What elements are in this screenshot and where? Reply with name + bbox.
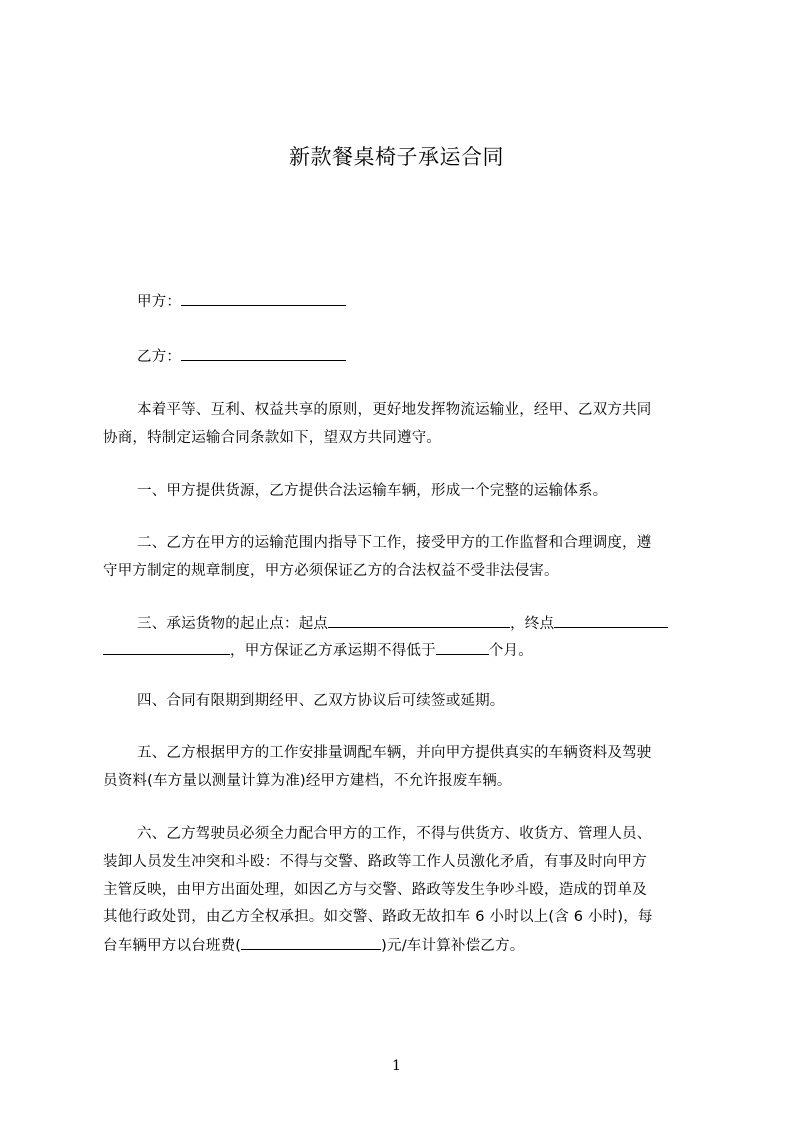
term-months-blank — [436, 639, 489, 655]
party-b-label: 乙方： — [137, 349, 182, 365]
preamble-line: 协商，特制定运输合同条款如下，望双方共同遵守。 — [103, 430, 442, 446]
clause-6-line — [103, 934, 703, 956]
destination-blank — [554, 612, 668, 628]
clause-2-line: 守甲方制定的规章制度，甲方必须保证乙方的合法权益不受非法侵害。 — [103, 563, 559, 579]
party-a-line — [103, 290, 737, 312]
clause-4-line: 四、合同有限期到期经甲、乙双方协议后可续签或延期。 — [137, 693, 505, 709]
clause-3-prefix: 三、承运货物的起止点：起点 — [137, 616, 329, 632]
shift-fee-blank — [241, 934, 381, 950]
clause-3-line2-mid: ，甲方保证乙方承运期不得低于 — [230, 643, 436, 659]
clause-6-line: 装卸人员发生冲突和斗殴：不得与交警、路政等工作人员激化矛盾，有事及时向甲方 — [103, 854, 647, 870]
party-a-label: 甲方： — [137, 294, 182, 310]
clause-1-line: 一、甲方提供货源，乙方提供合法运输车辆，形成一个完整的运输体系。 — [137, 483, 608, 499]
preamble-line: 本着平等、互利、权益共享的原则，更好地发挥物流运输业，经甲、乙双方共同 — [137, 402, 652, 418]
clause-5-line: 五、乙方根据甲方的工作安排量调配车辆，并向甲方提供真实的车辆资料及驾驶 — [137, 745, 652, 761]
clause-3-mid: ，终点 — [510, 616, 555, 632]
clause-5-line: 员资料(车方量以测量计算为准)经甲方建档，不允许报废车辆。 — [103, 773, 512, 789]
clause-6-line: 其他行政处罚，由乙方全权承担。如交警、路政无故扣车 6 小时以上(含 6 小时)，每 — [103, 909, 653, 925]
party-a-blank — [181, 290, 346, 306]
destination-blank-cont — [103, 639, 230, 655]
origin-blank — [328, 612, 510, 628]
clause-2-line: 二、乙方在甲方的运输范围内指导下工作，接受甲方的工作监督和合理调度，遵 — [137, 535, 652, 551]
document-title: 新款餐桌椅子承运合同 — [289, 145, 504, 169]
clause-6-line: 主管反映，由甲方出面处理，如因乙方与交警、路政等发生争吵斗殴，造成的罚单及 — [103, 882, 647, 898]
clause-3-line — [103, 639, 703, 661]
clause-3-line — [103, 612, 737, 634]
clause-6-last-suffix: )元/车计算补偿乙方。 — [381, 938, 525, 954]
party-b-line — [103, 345, 737, 367]
clause-6-line: 六、乙方驾驶员必须全力配合甲方的工作，不得与供货方、收货方、管理人员、 — [137, 826, 652, 842]
party-b-blank — [181, 345, 346, 361]
clause-3-suffix: 个月。 — [488, 643, 533, 659]
clause-6-last-prefix: 台车辆甲方以台班费( — [103, 938, 242, 954]
page-number: 1 — [392, 1058, 401, 1074]
